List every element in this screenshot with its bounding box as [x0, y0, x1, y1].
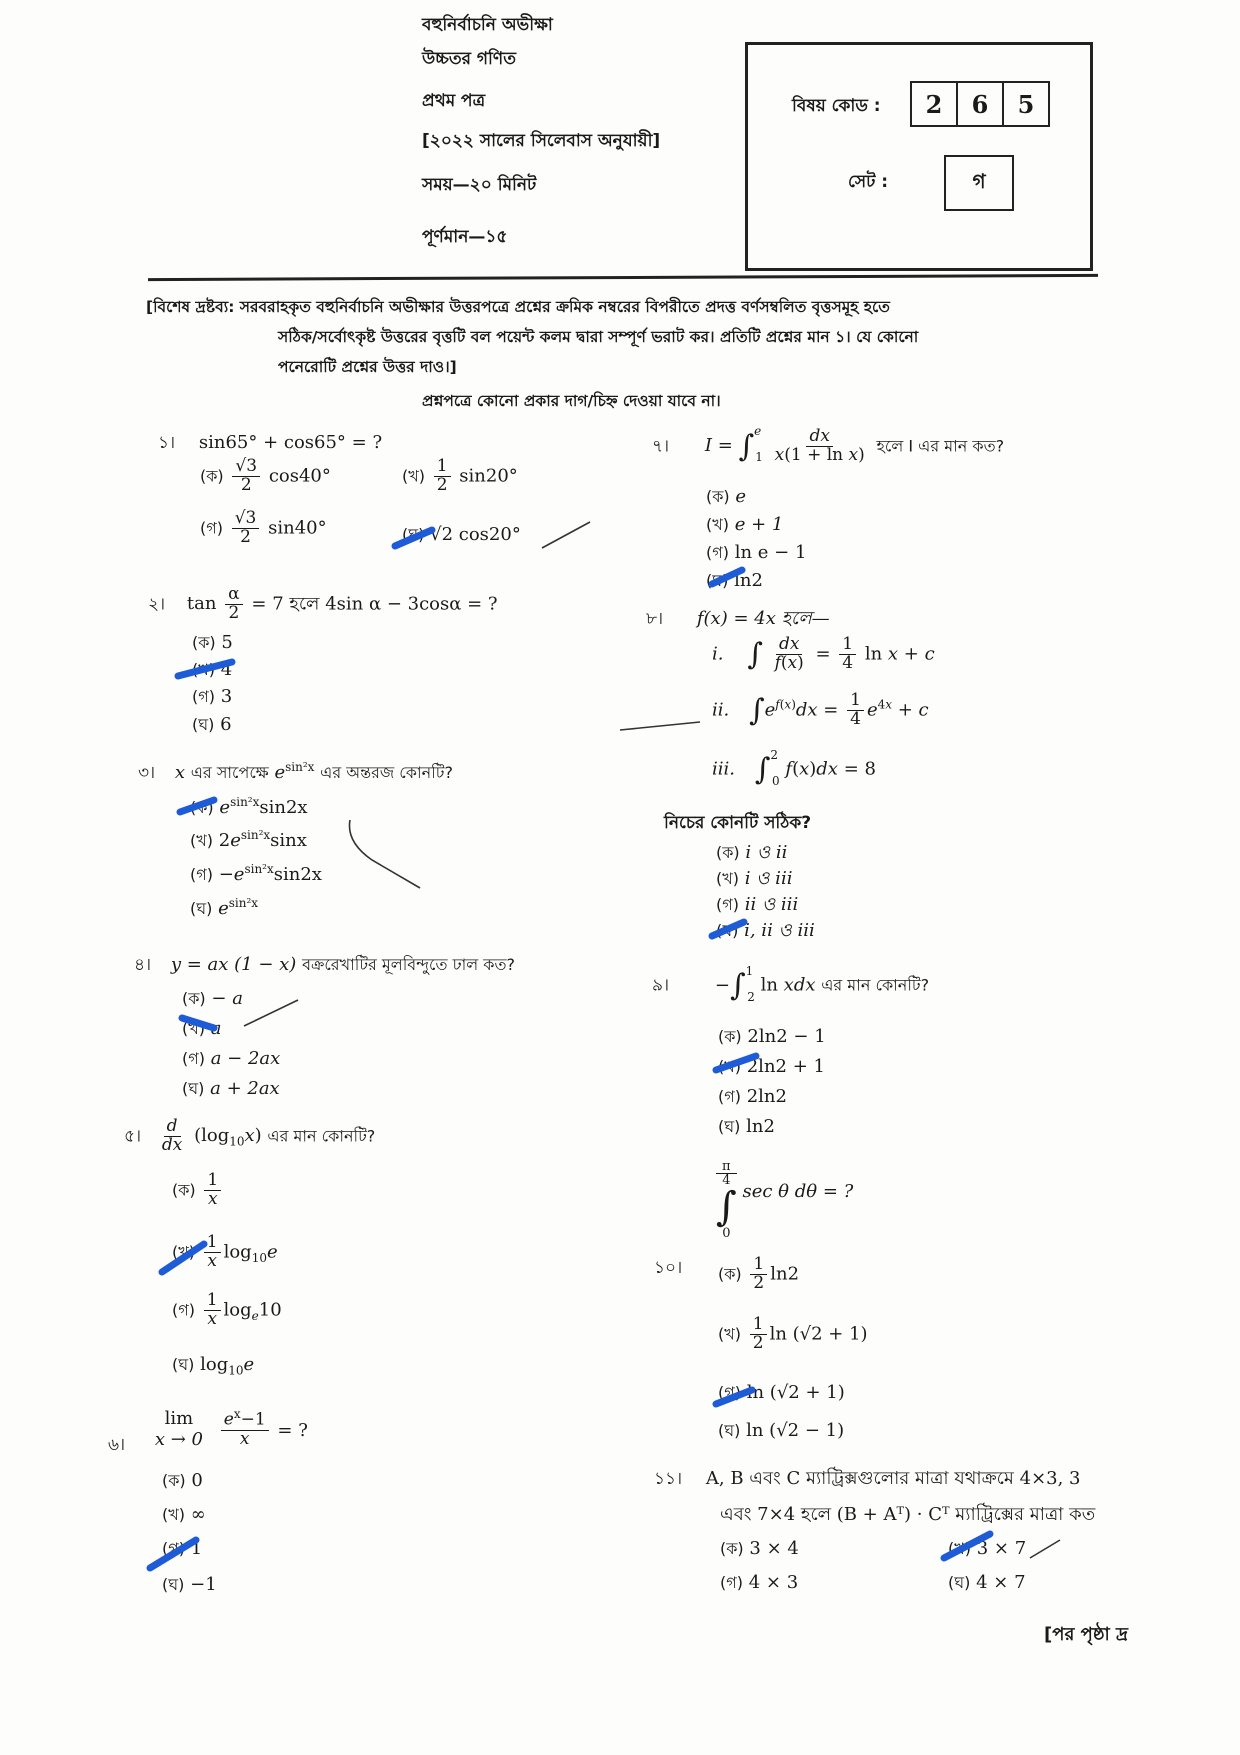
full-marks: পূর্ণমান—১৫ [422, 227, 508, 247]
set-label: সেট : [848, 172, 889, 192]
pencil-tick-q4 [244, 1000, 298, 1026]
q8-statement-ii: ii. $\int e^{f(x)}dx$ = $\frac{1}{4}$ $e^{4x} + c$ [712, 690, 929, 729]
question-11: ১১। A, B এবং C ম্যাট্রিক্সগুলোর মাত্রা যথাক্রমে 4×3, 3 [654, 1468, 1081, 1489]
q7-option-a: (ক) e [706, 486, 747, 507]
q4-option-d: (ঘ) a + 2ax [182, 1078, 280, 1099]
instructions-note: প্রশ্নপত্রে কোনো প্রকার দাগ/চিহ্ন দেওয়া যাবে না। [422, 392, 721, 410]
instructions-line1: [বিশেষ দ্রষ্টব্য: সরবরাহকৃত বহুনির্বাচনি অভীক্ষার উত্তরপত্রে প্রশ্নের ক্রমিক নম্বরের বিপরীতে প্রদত্ত বর্ণসম্বলিত বৃত্তসমূহ হতে [146, 298, 890, 316]
q4-option-a: (ক) − a [182, 988, 243, 1009]
code-digit: 2 [910, 81, 958, 127]
q10-option-b: (খ) $\frac{1}{2}$ ln (√2 + 1) [718, 1314, 868, 1353]
question-6: ৬। lim x → 0 $\frac{e^x-1}{x}$ = ? [108, 1407, 308, 1455]
question-4: ৪। y = ax (1 − x) বক্ররেখাটির মূলবিন্দুতে ঢাল কত? [134, 954, 515, 975]
q1-option-b: (খ) $\frac{1}{2}$ sin20° [402, 456, 518, 495]
q9-option-a: (ক) 2ln2 − 1 [718, 1026, 826, 1047]
set-value: গ [944, 155, 1014, 211]
q7-option-d: (ঘ) ln2 [706, 570, 763, 591]
q6-option-b: (খ) ∞ [162, 1504, 206, 1525]
q2-option-d: (ঘ) 6 [192, 714, 232, 735]
header-divider [148, 274, 1098, 281]
q5-option-a: (ক) $\frac{1}{x}$ [172, 1172, 224, 1209]
q3-option-d: (ঘ) $e^{sin^2x}$ [190, 896, 259, 919]
q1-option-a: (ক) $\frac{√3}{2}$ cos40° [200, 456, 331, 495]
q8-option-b: (খ) i ও iii [716, 868, 793, 889]
question-11-line2: এবং 7×4 হলে (B + Aᵀ) · Cᵀ ম্যাট্রিক্সের মাত্রা কত [720, 1504, 1096, 1525]
q4-option-b: (খ) a [182, 1018, 222, 1039]
q2-option-b: (খ) 4 [192, 659, 233, 680]
question-number: ১। [158, 433, 176, 453]
q3-option-a: (ক) $e^{sin^2x}\sin 2x$ [190, 795, 308, 818]
q5-option-d: (ঘ) $\log_{10}e$ [172, 1354, 255, 1378]
q9-option-b: (খ) 2ln2 + 1 [718, 1056, 825, 1077]
syllabus: [২০২২ সালের সিলেবাস অনুযায়ী] [422, 131, 661, 151]
q7-option-c: (গ) ln e − 1 [706, 542, 807, 563]
pencil-tick-q11 [1030, 1540, 1060, 1558]
q6-option-c: (গ) 1 [162, 1538, 203, 1559]
question-7: ৭। I = ∫$^e_1$ $\frac{dx}{\text{x(1 + ln x)}}$ হলে I এর মান কত? [652, 424, 1005, 465]
q1-option-d: (ঘ) √2 cos20° [402, 524, 521, 545]
pencil-curve-q3 [349, 820, 420, 888]
subject-code-box [745, 42, 1093, 271]
q10-option-c: (গ) ln (√2 + 1) [718, 1382, 845, 1403]
q6-option-d: (ঘ) −1 [162, 1574, 217, 1595]
q2-option-a: (ক) 5 [192, 632, 233, 653]
paper: প্রথম পত্র [422, 91, 486, 111]
pencil-tick-q1 [542, 522, 590, 548]
question-10: ১০। π 4 ∫ 0 sec θ dθ = ? [654, 1159, 854, 1278]
next-page-note: [পর পৃষ্ঠা দ্র [1044, 1624, 1129, 1645]
q9-option-d: (ঘ) ln2 [718, 1116, 775, 1137]
q8-prompt: নিচের কোনটি সঠিক? [664, 813, 812, 833]
question-8: ৮। f(x) = 4x হলে— [646, 608, 830, 629]
q10-option-d: (ঘ) ln (√2 − 1) [718, 1420, 845, 1441]
subject: উচ্চতর গণিত [422, 49, 516, 69]
question-2: ২। tan $\frac{\alpha}{2}$ = 7 হলে 4sin α − 3cosα = ? [148, 584, 498, 623]
code-digit: 5 [1002, 81, 1050, 127]
question-3: ৩। x এর সাপেক্ষে $e^{sin^2x}$ এর অন্তরজ কোনটি? [138, 760, 453, 783]
question-stem: sin65° + cos65° = ? [198, 432, 383, 453]
q4-option-c: (গ) a − 2ax [182, 1048, 281, 1069]
time: সময়—২০ মিনিট [422, 175, 537, 195]
q8-statement-i: i. ∫ $\frac{dx}{f(x)}$ = $\frac{1}{4}$ ln x + c [712, 634, 935, 673]
q3-option-b: (খ) $2e^{sin^2x}\sin x$ [190, 828, 307, 851]
code-digit: 6 [956, 81, 1004, 127]
q6-option-a: (ক) 0 [162, 1470, 203, 1491]
exam-type: বহুনির্বাচনি অভীক্ষা [422, 15, 553, 35]
q10-option-a: (ক) $\frac{1}{2}$ ln2 [718, 1254, 800, 1293]
q5-option-b: (খ) $\frac{1}{x}$ $\log_{10}e$ [172, 1232, 278, 1271]
q8-option-a: (ক) i ও ii [716, 842, 788, 863]
q5-option-c: (গ) $\frac{1}{x}$ $\log_e10$ [172, 1290, 282, 1329]
q8-option-d: (ঘ) i, ii ও iii [716, 920, 815, 941]
q1-option-c: (গ) $\frac{√3}{2}$ sin40° [200, 508, 327, 547]
question-5: ৫। $\frac{d}{dx}$ $(\log_{10}x)$ এর মান কোনটি? [124, 1116, 376, 1155]
stray-line [620, 722, 700, 730]
q7-option-b: (খ) e + 1 [706, 514, 784, 535]
q8-statement-iii: iii. ∫$^2_0$ f(x)dx = 8 [712, 747, 876, 788]
q8-option-c: (গ) ii ও iii [716, 894, 799, 915]
q3-option-c: (গ) $-e^{sin^2x}\sin 2x$ [190, 862, 322, 885]
q11-option-a: (ক) 3 × 4 [720, 1538, 799, 1559]
instructions-line2: সঠিক/সর্বোৎকৃষ্ট উত্তরের বৃত্তটি বল পয়েন্ট কলম দ্বারা সম্পূর্ণ ভরাট কর। প্রতিটি প্রশ্নের মান ১। যে কোনো [278, 328, 919, 346]
subject-code-label: বিষয় কোড : [792, 96, 881, 116]
q11-option-c: (গ) 4 × 3 [720, 1572, 799, 1593]
q11-option-b: (খ) 3 × 7 [948, 1538, 1027, 1559]
instructions-line3: পনেরোটি প্রশ্নের উত্তর দাও।] [278, 358, 457, 376]
q2-option-c: (গ) 3 [192, 686, 233, 707]
q11-option-d: (ঘ) 4 × 7 [948, 1572, 1026, 1593]
question-1 [158, 430, 382, 458]
question-9: ৯। −∫$^1_2$ ln xdx এর মান কোনটি? [652, 963, 930, 1004]
q9-option-c: (গ) 2ln2 [718, 1086, 787, 1107]
